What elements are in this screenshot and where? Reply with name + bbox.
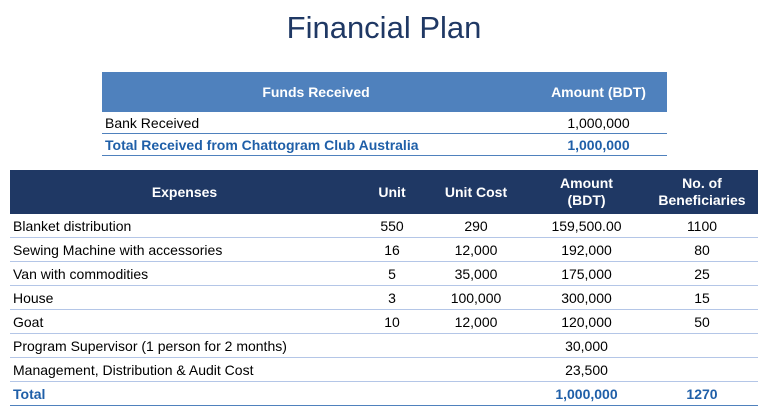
expense-beneficiaries — [646, 358, 758, 382]
expenses-header-amount-line1: Amount — [560, 175, 613, 191]
expense-unit-cost — [425, 358, 527, 382]
expense-name: Sewing Machine with accessories — [10, 238, 359, 262]
expense-beneficiaries: 25 — [646, 262, 758, 286]
funds-total-row — [102, 134, 667, 156]
expense-unit — [359, 334, 425, 358]
expense-amount: 30,000 — [527, 334, 646, 358]
funds-header-row — [102, 72, 667, 112]
expense-unit-cost: 12,000 — [425, 310, 527, 334]
expense-beneficiaries: 1100 — [646, 214, 758, 238]
expense-name: Goat — [10, 310, 359, 334]
expense-unit-cost: 35,000 — [425, 262, 527, 286]
funds-row-label: Bank Received — [102, 112, 530, 134]
expense-beneficiaries: 50 — [646, 310, 758, 334]
table-row — [10, 238, 758, 262]
table-row — [10, 214, 758, 238]
expense-unit: 10 — [359, 310, 425, 334]
expense-unit: 3 — [359, 286, 425, 310]
expenses-total-beneficiaries: 1270 — [646, 382, 758, 406]
expense-unit-cost — [425, 334, 527, 358]
expenses-header-benef-line1: No. of — [682, 175, 722, 191]
funds-table — [102, 72, 667, 156]
expense-amount: 159,500.00 — [527, 214, 646, 238]
table-row — [10, 334, 758, 358]
expense-beneficiaries: 15 — [646, 286, 758, 310]
expenses-total-amount: 1,000,000 — [527, 382, 646, 406]
expense-unit: 550 — [359, 214, 425, 238]
funds-total-label: Total Received from Chattogram Club Australia — [102, 134, 530, 156]
expense-amount: 300,000 — [527, 286, 646, 310]
expense-unit: 5 — [359, 262, 425, 286]
funds-row — [102, 112, 667, 134]
expense-name: Van with commodities — [10, 262, 359, 286]
expense-unit — [359, 358, 425, 382]
expense-unit-cost: 12,000 — [425, 238, 527, 262]
page-title: Financial Plan — [286, 10, 482, 45]
expense-name: Management, Distribution & Audit Cost — [10, 358, 359, 382]
funds-total-amount: 1,000,000 — [530, 134, 667, 156]
expenses-header-amount — [527, 170, 646, 214]
expense-amount: 120,000 — [527, 310, 646, 334]
expense-unit: 16 — [359, 238, 425, 262]
expenses-header-row — [10, 170, 758, 214]
expense-name: House — [10, 286, 359, 310]
expenses-header-beneficiaries — [646, 170, 758, 214]
expense-name: Program Supervisor (1 person for 2 months) — [10, 334, 359, 358]
expenses-total-unit — [359, 382, 425, 406]
expenses-header-unit: Unit — [359, 170, 425, 214]
expenses-header-unit-cost: Unit Cost — [425, 170, 527, 214]
table-row — [10, 262, 758, 286]
expenses-header-benef-line2: Beneficiaries — [658, 192, 746, 208]
expenses-total-label: Total — [10, 382, 359, 406]
expense-beneficiaries: 80 — [646, 238, 758, 262]
table-row — [10, 358, 758, 382]
expense-amount: 175,000 — [527, 262, 646, 286]
funds-row-amount: 1,000,000 — [530, 112, 667, 134]
expenses-header-name: Expenses — [10, 170, 359, 214]
expenses-table — [10, 170, 758, 406]
expense-beneficiaries — [646, 334, 758, 358]
expense-unit-cost: 290 — [425, 214, 527, 238]
expense-unit-cost: 100,000 — [425, 286, 527, 310]
expense-name: Blanket distribution — [10, 214, 359, 238]
expense-amount: 23,500 — [527, 358, 646, 382]
expenses-total-row — [10, 382, 758, 406]
table-row — [10, 310, 758, 334]
table-row — [10, 286, 758, 310]
expense-amount: 192,000 — [527, 238, 646, 262]
funds-header-label: Funds Received — [102, 72, 530, 112]
expenses-header-amount-line2: (BDT) — [567, 192, 606, 208]
funds-header-amount: Amount (BDT) — [530, 72, 667, 112]
expenses-total-unit-cost — [425, 382, 527, 406]
